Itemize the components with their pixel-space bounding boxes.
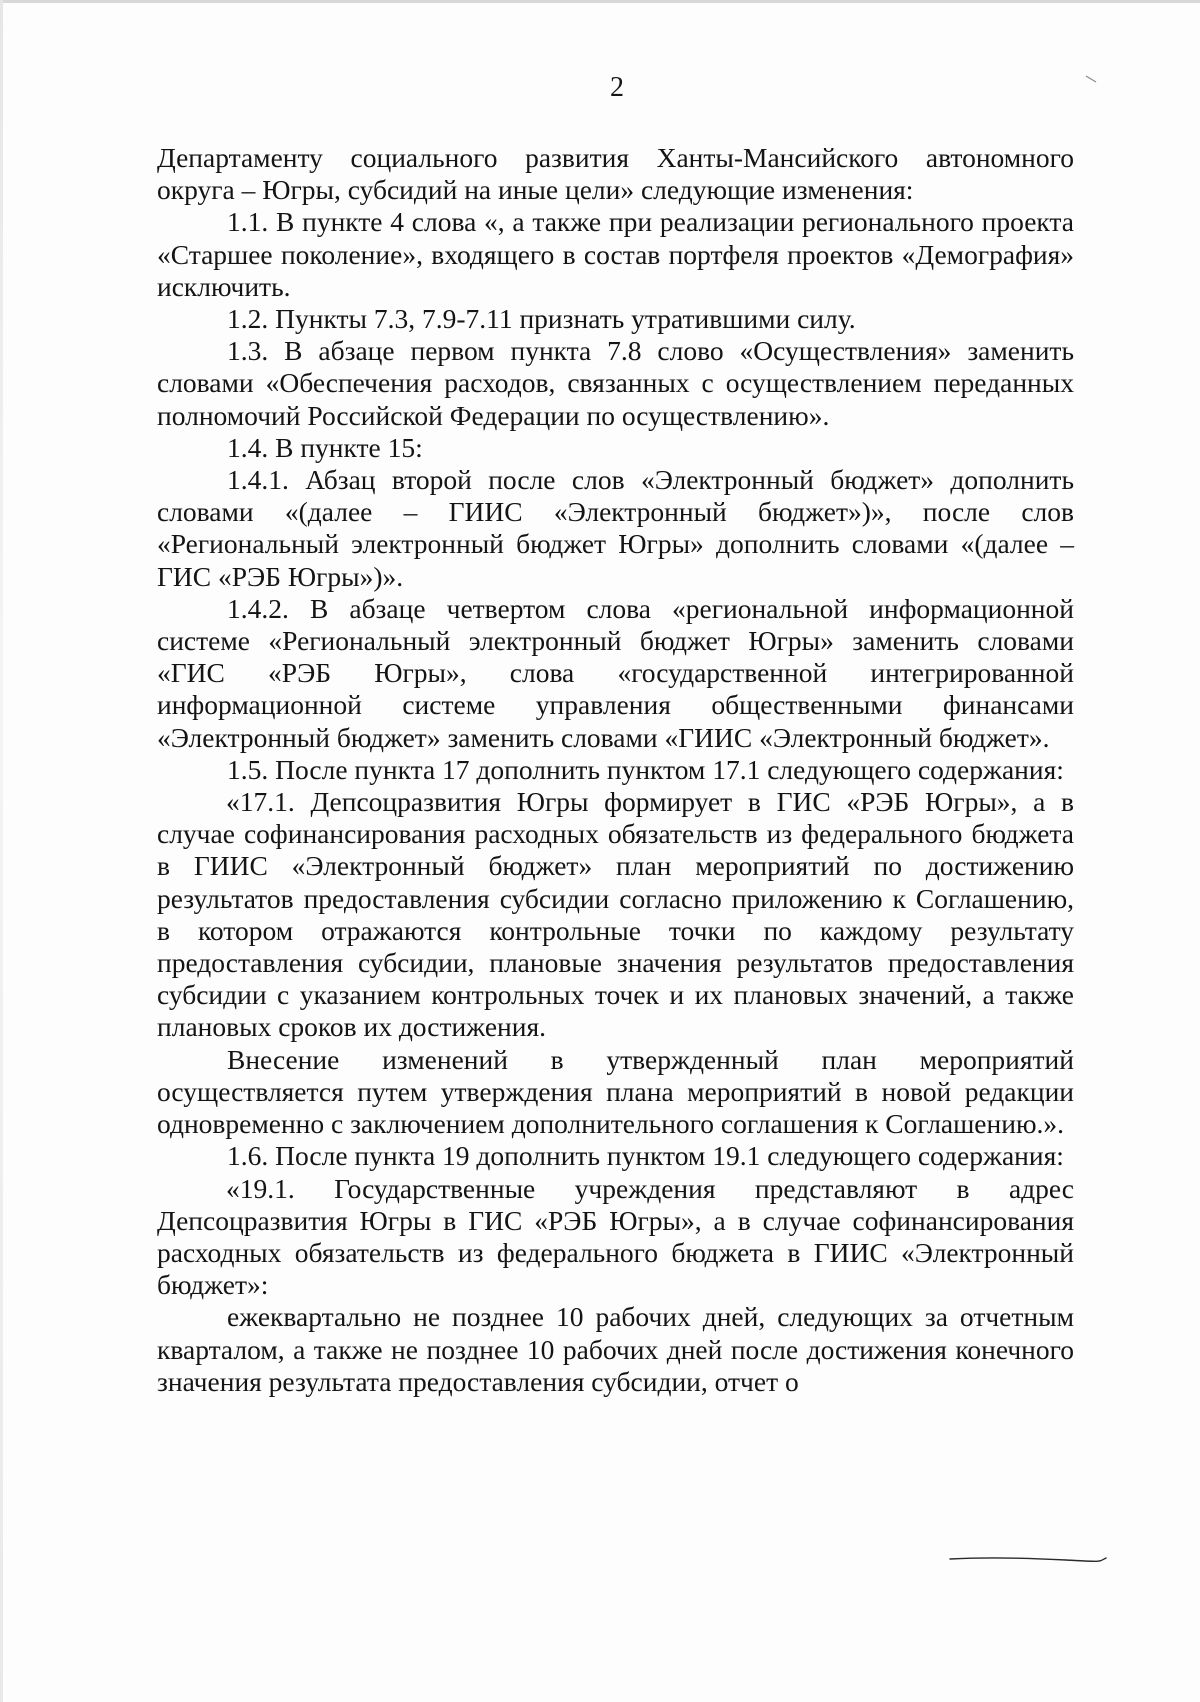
paragraph: 1.4.2. В абзаце четвертом слова «региональной информационной системе «Региональный электронный бюджет Югры» заменить словами «ГИС «РЭБ Югры», слова «государственной интегрированной информационной системе управления общественными финансами «Электронный бюджет» заменить словами «ГИИС «Электронный бюджет». — [157, 592, 1074, 753]
paragraph: Департаменту социального развития Ханты-Мансийского автономного округа – Югры, субсидий на иные цели» следующие изменения: — [157, 142, 1074, 206]
paragraph: «19.1. Государственные учреждения представляют в адрес Депсоцразвития Югры в ГИС «РЭБ Югры», а в случае софинансирования расходных обязательств из федерального бюджета в ГИИС «Электронный бюджет»: — [157, 1172, 1074, 1301]
paragraph: Внесение изменений в утвержденный план мероприятий осуществляется путем утверждения плана мероприятий в новой редакции одновременно с заключением дополнительного соглашения к Соглашению.». — [157, 1043, 1074, 1140]
paragraph: 1.3. В абзаце первом пункта 7.8 слово «Осуществления» заменить словами «Обеспечения расходов, связанных с осуществлением переданных полномочий Российской Федерации по осуществлению». — [157, 335, 1074, 431]
paragraph: ежеквартально не позднее 10 рабочих дней, следующих за отчетным кварталом, а также не позднее 10 рабочих дней после достижения конечного значения результата предоставления субсидии, отчет о — [157, 1301, 1074, 1397]
scan-edge-top — [0, 0, 1200, 3]
paragraph: 1.1. В пункте 4 слова «, а также при реализации регионального проекта «Старшее поколение», входящего в состав портфеля проектов «Демография» исключить. — [157, 206, 1074, 302]
document-body — [157, 142, 1074, 1398]
scan-edge-left — [0, 0, 3, 1702]
paragraph: «17.1. Депсоцразвития Югры формирует в ГИС «РЭБ Югры», а в случае софинансирования расходных обязательств из федерального бюджета в ГИИС «Электронный бюджет» план мероприятий по достижению результатов предоставления субсидии согласно приложению к Соглашению, в котором отражаются контрольные точки по каждому результату предоставления субсидии, плановые значения результатов предоставления субсидии с указанием контрольных точек и их плановых значений, а также плановых сроков их достижения. — [157, 786, 1074, 1043]
handwritten-stroke — [948, 1553, 1108, 1565]
page-number: 2 — [610, 72, 624, 103]
paragraph: 1.2. Пункты 7.3, 7.9-7.11 признать утратившими силу. — [227, 303, 856, 335]
paragraph: 1.5. После пункта 17 дополнить пунктом 17.1 следующего содержания: — [227, 753, 1064, 785]
stray-mark — [1085, 74, 1097, 84]
paragraph: 1.4. В пункте 15: — [227, 431, 423, 463]
paragraph: 1.4.1. Абзац второй после слов «Электронный бюджет» дополнить словами «(далее – ГИИС «Электронный бюджет»)», после слов «Региональный электронный бюджет Югры» дополнить словами «(далее – ГИС «РЭБ Югры»)». — [157, 464, 1074, 592]
paragraph: 1.6. После пункта 19 дополнить пунктом 19.1 следующего содержания: — [227, 1140, 1064, 1172]
